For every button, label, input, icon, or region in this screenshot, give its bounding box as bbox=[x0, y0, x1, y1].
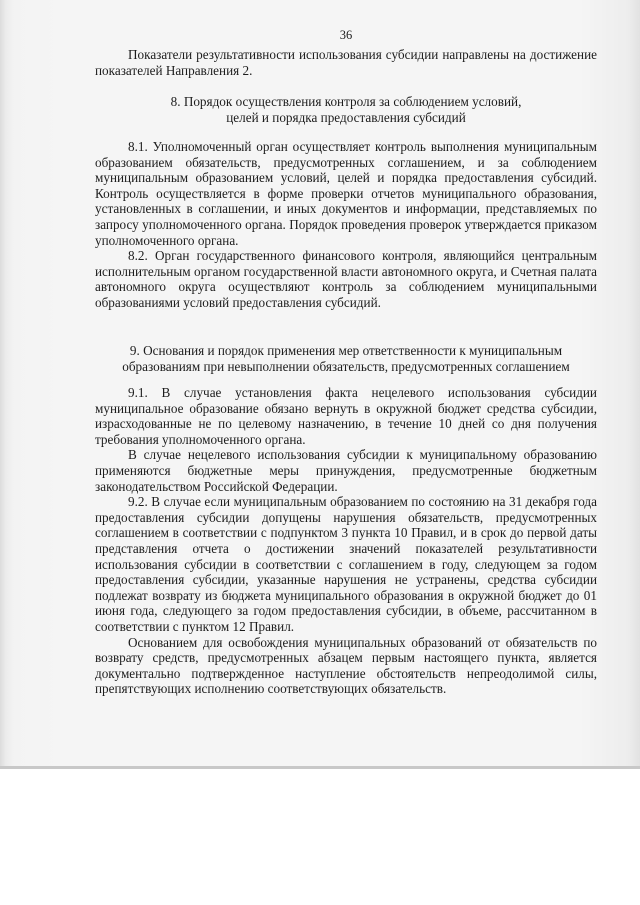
section-9-heading-line2: образованиям при невыполнении обязательств, предусмотренных соглашением bbox=[122, 358, 570, 374]
section-9-heading bbox=[95, 343, 597, 374]
section-9-body bbox=[95, 385, 597, 697]
section-8-heading-line2: целей и порядка предоставления субсидий bbox=[226, 109, 466, 125]
section-8-body bbox=[95, 139, 597, 311]
section-8-heading-line1: 8. Порядок осуществления контроля за соблюдением условий, bbox=[170, 94, 522, 109]
paragraph-9-2-cont: Основанием для освобождения муниципальных образований от обязательств по возврату средств, предусмотренных абзацем первым настоящего пункта, является документально подтвержденное наступление обстоятельств непреодолимой силы, препятствующих исполнению соответствующих обязательств. bbox=[95, 634, 597, 697]
paragraph-8-1: 8.1. Уполномоченный орган осуществляет контроль выполнения муниципальным образованием обязательств, предусмотренных соглашением, и за соблюдением муниципальным образованием условий, целей и порядка предоставления субсидий. Контроль осуществляется в форме проверки отчетов муниципального образования, установленных в соглашении, и иных документов и информации, представляемых по запросу уполномоченного органа. Порядок проведения проверок утверждается приказом уполномоченного органа. bbox=[95, 139, 597, 248]
scan-edge bbox=[0, 766, 640, 769]
section-8-heading bbox=[95, 94, 597, 125]
section-9-heading-line1: 9. Основания и порядок применения мер ответственности к муниципальным bbox=[129, 343, 563, 358]
paragraph-9-2: 9.2. В случае если муниципальным образованием по состоянию на 31 декабря года предоставления субсидии допущены нарушения обязательств, предусмотренных соглашением в соответствии с подпунктом 3 пункта 10 Правил, и в срок до первой даты представления отчета о достижении значений показателей результативности использования субсидии в соответствии с соглашением в году, следующем за годом предоставления субсидии, указанные нарушения не устранены, средства субсидии подлежат возврату из бюджета муниципального образования в окружной бюджет до 01 июня года, следующего за годом предоставления субсидии, в объеме, рассчитанном в соответствии с пунктом 12 Правил. bbox=[95, 494, 597, 634]
page-number: 36 bbox=[339, 28, 353, 42]
intro-block bbox=[95, 47, 597, 78]
paragraph-9-1: 9.1. В случае установления факта нецелевого использования субсидии муниципальное образование обязано вернуть в окружной бюджет средства субсидии, израсходованные не по целевому назначению, в течение 10 дней со дня получения требования уполномоченного органа. bbox=[95, 385, 597, 447]
intro-paragraph: Показатели результативности использования субсидии направлены на достижение показателей Направления 2. bbox=[95, 47, 597, 78]
paragraph-8-2: 8.2. Орган государственного финансового контроля, являющийся центральным исполнительным органом государственной власти автономного округа, и Счетная палата автономного округа осуществляют контроль за соблюдением муниципальными образованиями условий предоставления субсидий. bbox=[95, 248, 597, 310]
paragraph-9-1-cont: В случае нецелевого использования субсидии к муниципальному образованию применяются бюджетные меры принуждения, предусмотренные бюджетным законодательством Российской Федерации. bbox=[95, 447, 597, 494]
